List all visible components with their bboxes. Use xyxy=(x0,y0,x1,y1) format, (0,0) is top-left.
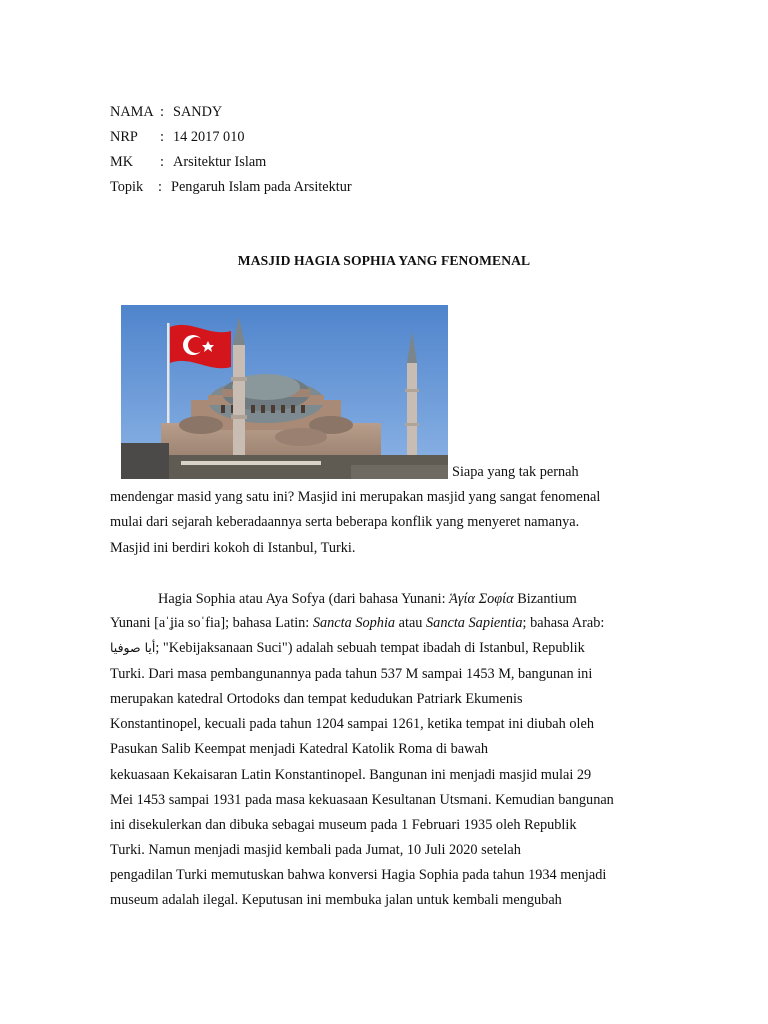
header-label: MK xyxy=(110,154,134,170)
para2-line: Konstantinopel, kecuali pada tahun 1204 sampai 1261, ketika tempat ini diubah oleh xyxy=(110,716,594,732)
text-run: Hagia Sophia atau Aya Sofya (dari bahasa Yunani: xyxy=(158,591,450,607)
header-label: Topik xyxy=(110,179,144,195)
para2-line: ini disekulerkan dan dibuka sebagai museum pada 1 Februari 1935 oleh Republik xyxy=(110,817,577,833)
para2-line-2 xyxy=(110,613,604,633)
para2-line: Turki. Dari masa pembangunannya pada tahun 537 M sampai 1453 M, bangunan ini xyxy=(110,666,593,682)
para2-line: pengadilan Turki memutuskan bahwa konversi Hagia Sophia pada tahun 1934 menjadi xyxy=(110,867,607,883)
intro-line-1: Siapa yang tak pernah xyxy=(452,464,579,480)
para2-line: Mei 1453 sampai 1931 pada masa kekuasaan Kesultanan Utsmani. Kemudian bangunan xyxy=(110,792,614,808)
header-colon: : xyxy=(160,104,164,120)
hagia-sophia-photo xyxy=(121,305,448,479)
header-colon: : xyxy=(160,154,164,170)
text-run: ; bahasa Arab: xyxy=(522,615,605,631)
para2-line-3 xyxy=(110,638,585,658)
latin-term: Sancta Sophia xyxy=(312,615,396,631)
para2-line: merupakan katedral Ortodoks dan tempat kedudukan Patriark Ekumenis xyxy=(110,691,523,707)
para2-line: museum adalah ilegal. Keputusan ini membuka jalan untuk kembali mengubah xyxy=(110,892,562,908)
header-colon: : xyxy=(160,129,164,145)
text-run: ; "Kebijaksanaan Suci") adalah sebuah tempat ibadah di Istanbul, Republik xyxy=(155,640,585,656)
arabic-term: أيا صوفيا xyxy=(110,640,156,655)
article-title: MASJID HAGIA SOPHIA YANG FENOMENAL xyxy=(237,253,531,268)
header-value: Arsitektur Islam xyxy=(173,154,267,170)
intro-line-2: mendengar masid yang satu ini? Masjid ini merupakan masjid yang sangat fenomenal xyxy=(110,489,601,505)
header-colon: : xyxy=(158,179,162,195)
text-run: Yunani [aˈʝia soˈfia]; bahasa Latin: xyxy=(110,615,313,631)
intro-line-3: mulai dari sejarah keberadaannya serta beberapa konflik yang menyeret namanya. xyxy=(110,514,580,530)
hagia-sophia-illustration xyxy=(121,305,448,479)
latin-term: Sancta Sapientia xyxy=(426,615,523,631)
intro-line-4: Masjid ini berdiri kokoh di Istanbul, Turki. xyxy=(110,540,356,556)
header-value: Pengaruh Islam pada Arsitektur xyxy=(171,179,352,195)
header-value: SANDY xyxy=(173,104,223,120)
para2-line: Pasukan Salib Keempat menjadi Katedral Katolik Roma di bawah xyxy=(110,741,488,757)
text-run: atau xyxy=(395,615,427,631)
greek-term: Ἁγία Σοφία xyxy=(449,591,514,607)
text-run: Bizantium xyxy=(513,591,577,607)
header-label: NAMA xyxy=(110,104,154,120)
para2-line-1 xyxy=(158,589,577,609)
header-label: NRP xyxy=(110,129,138,145)
header-value: 14 2017 010 xyxy=(173,129,245,145)
para2-line: kekuasaan Kekaisaran Latin Konstantinopel. Bangunan ini menjadi masjid mulai 29 xyxy=(110,767,592,783)
para2-line: Turki. Namun menjadi masjid kembali pada Jumat, 10 Juli 2020 setelah xyxy=(110,842,521,858)
